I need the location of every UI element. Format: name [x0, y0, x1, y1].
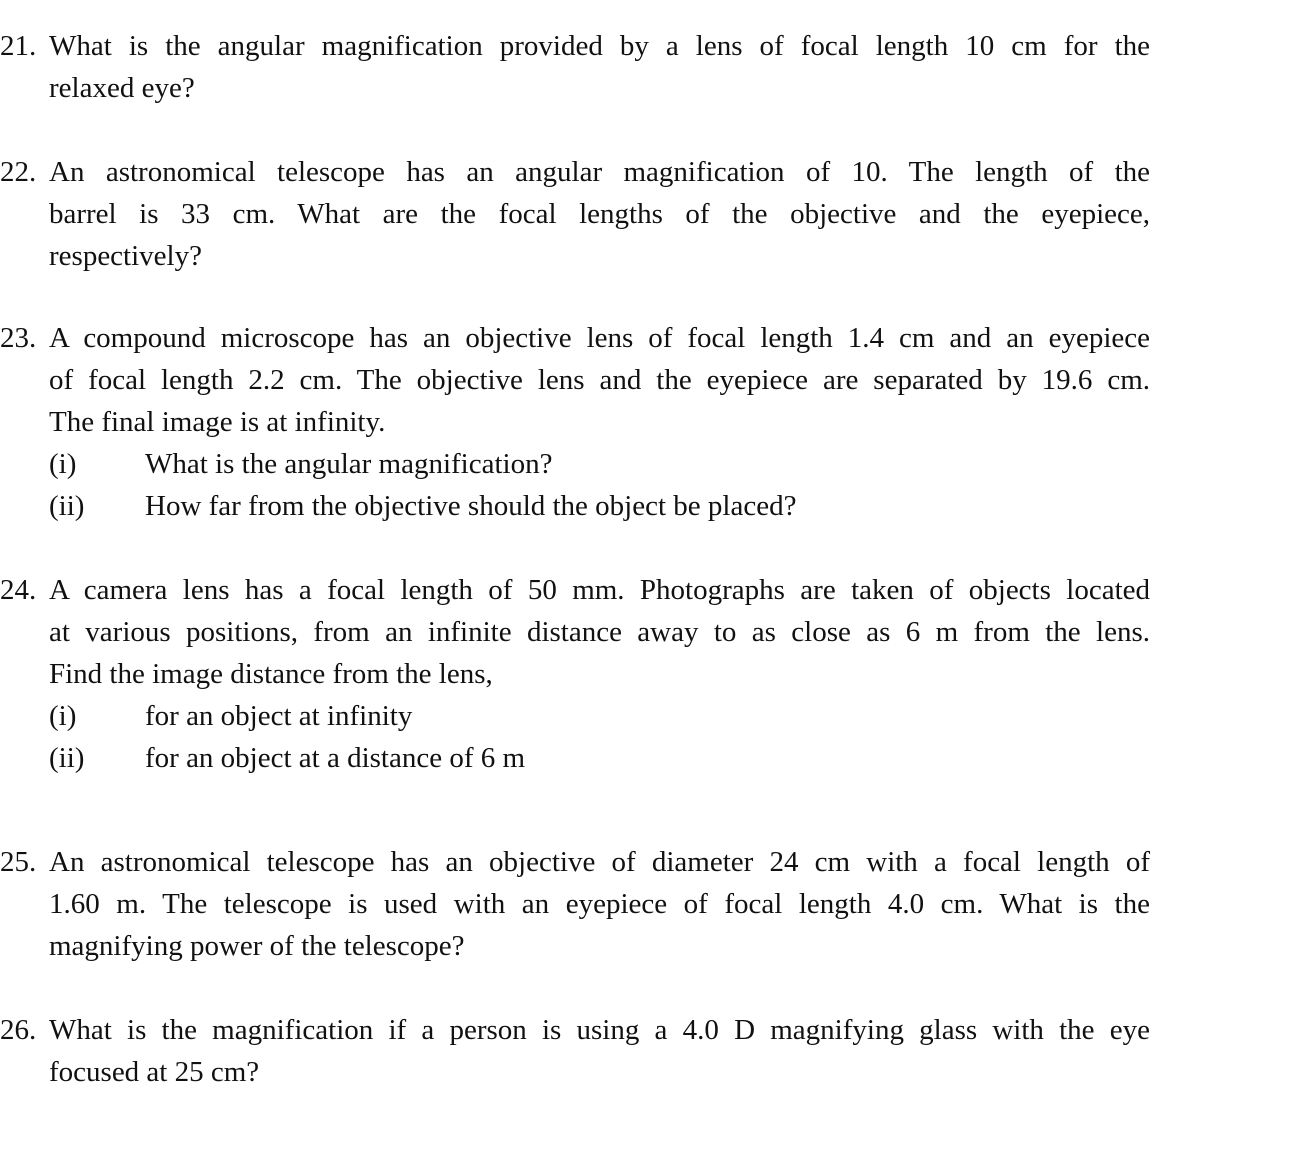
question-25	[0, 841, 1150, 967]
question-text-line: An astronomical telescope has an angular magnification of 10. The length of the	[49, 156, 1150, 188]
question-text-line: A compound microscope has an objective lens of focal length 1.4 cm and an eyepiece	[49, 322, 1150, 354]
question-21-line-1	[0, 25, 1150, 67]
question-text-line: The final image is at infinity.	[49, 406, 386, 438]
question-22-line-1	[0, 151, 1150, 193]
question-26-line-1	[0, 1009, 1150, 1051]
question-part	[0, 443, 1150, 485]
question-text-line: of focal length 2.2 cm. The objective lens and the eyepiece are separated by 19.6 cm.	[49, 364, 1150, 396]
question-number: 26.	[0, 1014, 37, 1046]
part-label: (i)	[49, 448, 77, 480]
part-label: (ii)	[49, 742, 85, 774]
question-text-line: What is the magnification if a person is using a 4.0 D magnifying glass with the eye	[49, 1014, 1150, 1046]
question-21	[0, 25, 1150, 109]
question-text-line: An astronomical telescope has an objective of diameter 24 cm with a focal length of	[49, 846, 1150, 878]
question-24-line-1	[0, 569, 1150, 611]
question-text-line: respectively?	[49, 240, 202, 272]
question-text-line: 1.60 m. The telescope is used with an eyepiece of focal length 4.0 cm. What is the	[49, 888, 1150, 920]
question-part	[0, 485, 1150, 527]
part-text: for an object at infinity	[145, 700, 413, 732]
question-text-line: at various positions, from an infinite distance away to as close as 6 m from the lens.	[49, 616, 1150, 648]
question-number: 22.	[0, 156, 37, 188]
question-number: 23.	[0, 322, 37, 354]
question-25-line-1	[0, 841, 1150, 883]
question-text-line: relaxed eye?	[49, 72, 195, 104]
part-text: What is the angular magnification?	[145, 448, 553, 480]
part-label: (i)	[49, 700, 77, 732]
question-text-line: barrel is 33 cm. What are the focal lengths of the objective and the eyepiece,	[49, 198, 1150, 230]
question-22	[0, 151, 1150, 277]
question-text-line: What is the angular magnification provided by a lens of focal length 10 cm for the	[49, 30, 1150, 62]
question-number: 21.	[0, 30, 37, 62]
question-text-line: A camera lens has a focal length of 50 mm. Photographs are taken of objects located	[49, 574, 1150, 606]
question-26	[0, 1009, 1150, 1093]
part-label: (ii)	[49, 490, 85, 522]
question-text-line: magnifying power of the telescope?	[49, 930, 465, 962]
question-text-line: Find the image distance from the lens,	[49, 658, 493, 690]
question-23	[0, 317, 1150, 527]
question-text-line: focused at 25 cm?	[49, 1056, 260, 1088]
question-number: 25.	[0, 846, 37, 878]
question-part	[0, 695, 1150, 737]
question-part	[0, 737, 1150, 779]
question-number: 24.	[0, 574, 37, 606]
question-24	[0, 569, 1150, 779]
part-text: How far from the objective should the object be placed?	[145, 490, 797, 522]
part-text: for an object at a distance of 6 m	[145, 742, 526, 774]
question-23-line-1	[0, 317, 1150, 359]
